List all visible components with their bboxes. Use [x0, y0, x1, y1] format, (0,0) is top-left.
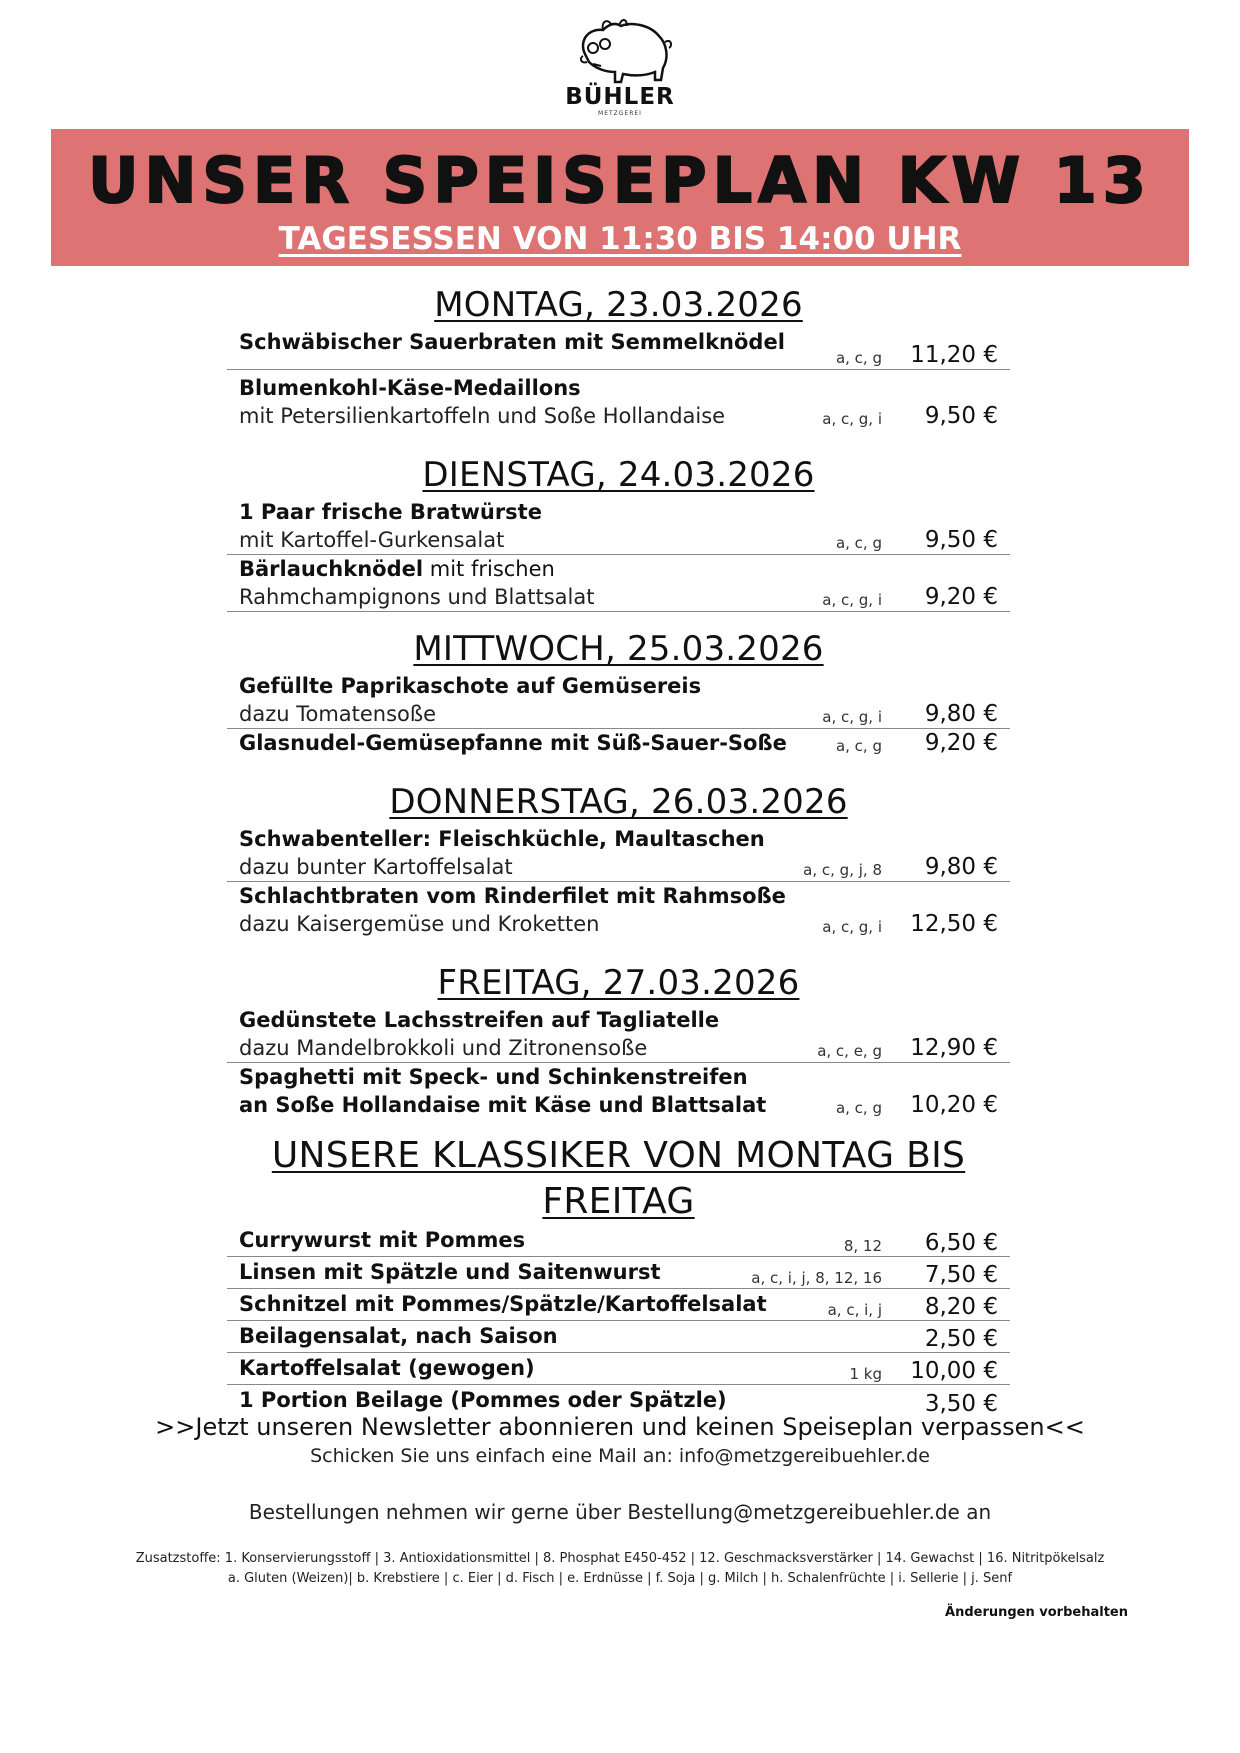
menu-item	[227, 1006, 1010, 1063]
allergen-codes: a, c, e, g	[817, 1042, 882, 1060]
dish-description: mit Kartoffel-Gurkensalat	[239, 528, 505, 552]
dish-name: Beilagensalat, nach Saison	[239, 1324, 558, 1348]
price: 9,50 €	[924, 403, 998, 429]
price: 9,20 €	[924, 730, 998, 756]
dish-name: Schwäbischer Sauerbraten mit Semmelknödel	[239, 330, 785, 354]
dish-name: Currywurst mit Pommes	[239, 1228, 526, 1252]
allergen-codes: a, c, i, j, 8, 12, 16	[751, 1269, 882, 1287]
klassiker-item	[227, 1321, 1010, 1353]
header-banner	[51, 129, 1189, 266]
dish-name: Glasnudel-Gemüsepfanne mit Süß-Sauer-Soße	[239, 731, 787, 755]
day-heading-monday: MONTAG, 23.03.2026	[434, 285, 803, 325]
day-heading-friday: FREITAG, 27.03.2026	[437, 963, 800, 1003]
dish-name	[239, 555, 787, 583]
allergen-codes: 8, 12	[843, 1237, 882, 1255]
price: 8,20 €	[924, 1294, 998, 1320]
menu-item	[227, 882, 1010, 938]
pig-logo-icon	[565, 14, 675, 86]
dish-name: Spaghetti mit Speck- und Schinkenstreifen	[239, 1065, 748, 1089]
allergen-codes: 1 kg	[849, 1365, 882, 1383]
price: 11,20 €	[910, 342, 998, 368]
allergen-codes: a, c, i, j	[827, 1301, 882, 1319]
price: 2,50 €	[924, 1326, 998, 1352]
price: 9,80 €	[924, 854, 998, 880]
allergen-codes: a, c, g, i	[822, 708, 882, 726]
allergen-codes: a, c, g, j, 8	[803, 861, 882, 879]
dish-name-bold: Bärlauchknödel	[239, 557, 424, 581]
menu-item	[227, 498, 1010, 555]
allergen-codes: a, c, g	[835, 737, 882, 755]
price: 9,80 €	[924, 701, 998, 727]
dish-inline-description: mit frischen	[423, 557, 555, 581]
allergen-codes: a, c, g	[835, 1099, 882, 1117]
allergen-codes: a, c, g	[835, 349, 882, 367]
price: 10,00 €	[910, 1358, 998, 1384]
price: 12,90 €	[910, 1035, 998, 1061]
allergen-codes: a, c, g	[835, 534, 882, 552]
menu-item	[227, 328, 1010, 370]
dish-name: Blumenkohl-Käse-Medaillons	[239, 376, 581, 400]
klassiker-heading: UNSERE KLASSIKER VON MONTAG BIS FREITAG	[271, 1135, 966, 1222]
price: 9,50 €	[924, 527, 998, 553]
allergen-codes: a, c, g, i	[822, 410, 882, 428]
serving-hours: TAGESESSEN VON 11:30 BIS 14:00 UHR	[278, 221, 962, 257]
dish-name: Kartoffelsalat (gewogen)	[239, 1356, 535, 1380]
dish-name: Schlachtbraten vom Rinderfilet mit Rahmsoße	[239, 884, 786, 908]
allergen-codes: a, c, g, i	[822, 591, 882, 609]
logo-subtitle: METZGEREI	[598, 110, 642, 117]
newsletter-callout: >>Jetzt unseren Newsletter abonnieren und keinen Speiseplan verpassen<<	[155, 1413, 1085, 1441]
logo-name: BÜHLER	[565, 84, 675, 110]
dish-name: Schnitzel mit Pommes/Spätzle/Kartoffelsalat	[239, 1292, 767, 1316]
price: 3,50 €	[924, 1391, 998, 1417]
dish-description: dazu Kaisergemüse und Kroketten	[239, 912, 600, 936]
dish-description: dazu bunter Kartoffelsalat	[239, 855, 513, 879]
menu-item	[227, 1063, 1010, 1119]
dish-description: mit Petersilienkartoffeln und Soße Hollandaise	[239, 404, 726, 428]
price: 7,50 €	[924, 1262, 998, 1288]
klassiker-item	[227, 1289, 1010, 1321]
klassiker-item	[227, 1257, 1010, 1289]
dish-name: Schwabenteller: Fleischküchle, Maultaschen	[239, 827, 765, 851]
additives-line: Zusatzstoffe: 1. Konservierungsstoff | 3. Antioxidationsmittel | 8. Phosphat E450-452 | 12. Geschmacksverstärker | 14. Gewachst | 16. Nitritpökelsalz	[135, 1551, 1105, 1566]
additives-legend	[0, 1549, 1240, 1589]
orders-text: Bestellungen nehmen wir gerne über Bestellung@metzgereibuehler.de an	[248, 1500, 992, 1524]
dish-name: Gefüllte Paprikaschote auf Gemüsereis	[239, 674, 702, 698]
allergens-line: a. Gluten (Weizen)| b. Krebstiere | c. Eier | d. Fisch | e. Erdnüsse | f. Soja | g. Milch | h. Schalenfrüchte | i. Sellerie | j. Senf	[227, 1571, 1013, 1586]
menu-item	[227, 672, 1010, 729]
menu-item	[227, 729, 1010, 757]
dish-name: 1 Portion Beilage (Pommes oder Spätzle)	[239, 1388, 727, 1412]
dish-name: Gedünstete Lachsstreifen auf Tagliatelle	[239, 1008, 720, 1032]
day-heading-thursday: DONNERSTAG, 26.03.2026	[389, 782, 848, 822]
dish-name-line2: an Soße Hollandaise mit Käse und Blattsalat	[239, 1093, 767, 1117]
menu-item	[227, 370, 1010, 430]
price: 6,50 €	[924, 1230, 998, 1256]
klassiker-item	[227, 1225, 1010, 1257]
dish-name: 1 Paar frische Bratwürste	[239, 500, 542, 524]
menu-item	[227, 825, 1010, 882]
page-title: UNSER SPEISEPLAN KW 13	[88, 144, 1152, 217]
price: 9,20 €	[924, 584, 998, 610]
menu	[227, 282, 1010, 1417]
dish-description: dazu Tomatensoße	[239, 702, 437, 726]
klassiker-item	[227, 1353, 1010, 1385]
newsletter-mail-text: Schicken Sie uns einfach eine Mail an: info@metzgereibuehler.de	[310, 1445, 930, 1467]
dish-description: dazu Mandelbrokkoli und Zitronensoße	[239, 1036, 648, 1060]
day-heading-wednesday: MITTWOCH, 25.03.2026	[413, 629, 824, 669]
day-heading-tuesday: DIENSTAG, 24.03.2026	[422, 455, 815, 495]
logo	[540, 14, 700, 124]
price: 10,20 €	[910, 1092, 998, 1118]
menu-item	[227, 555, 1010, 612]
price: 12,50 €	[910, 911, 998, 937]
allergen-codes: a, c, g, i	[822, 918, 882, 936]
dish-name: Linsen mit Spätzle und Saitenwurst	[239, 1260, 661, 1284]
dish-description: Rahmchampignons und Blattsalat	[239, 585, 595, 609]
disclaimer: Änderungen vorbehalten	[945, 1605, 1128, 1620]
